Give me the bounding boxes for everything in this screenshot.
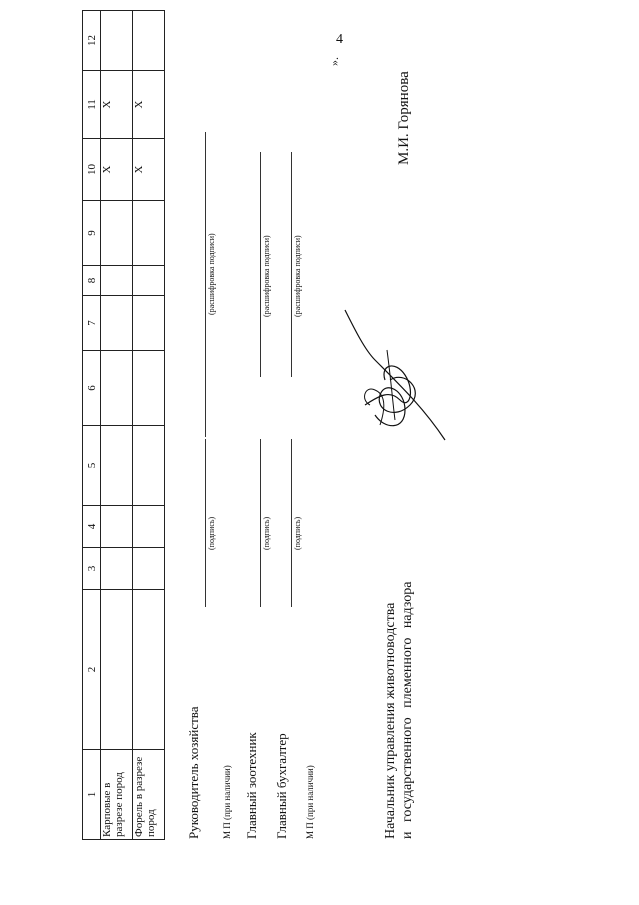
head-label: Руководитель хозяйства <box>186 706 201 839</box>
head-sign-line <box>205 439 206 607</box>
table-cell <box>101 296 133 351</box>
handwritten-signature <box>335 300 455 450</box>
table-cell <box>101 201 133 266</box>
accountant-sign-line <box>291 439 292 607</box>
table-cell <box>133 201 165 266</box>
accountant-label: Главный бухгалтер <box>274 733 289 839</box>
data-table <box>82 10 165 840</box>
footer-line-1: Начальник управления животноводства <box>383 602 398 839</box>
footer-name: М.И. Горянова <box>396 71 412 165</box>
head-decode-hint: (расшифровка подписи) <box>207 233 216 315</box>
table-cell <box>133 296 165 351</box>
footer-line-2: и государственного племенного надзора <box>400 581 415 839</box>
zootech-sign-hint: (подпись) <box>262 516 271 550</box>
header-cell: 12 <box>83 11 101 71</box>
header-cell: 2 <box>83 590 101 750</box>
accountant-decode-hint: (расшифровка подписи) <box>293 235 302 317</box>
table-cell: X <box>133 139 165 201</box>
zootech-decode-hint: (расшифровка подписи) <box>262 235 271 317</box>
header-cell: 3 <box>83 548 101 590</box>
table-cell <box>133 590 165 750</box>
table-cell <box>133 506 165 548</box>
table-cell <box>133 426 165 506</box>
header-cell: 6 <box>83 351 101 426</box>
table-cell: X <box>101 139 133 201</box>
header-cell: 1 <box>83 750 101 840</box>
row-name-cell: Форель в разрезе пород <box>133 750 165 840</box>
table-cell: X <box>101 71 133 139</box>
head-decode-line <box>205 132 206 437</box>
table-cell <box>101 506 133 548</box>
header-cell: 11 <box>83 71 101 139</box>
header-cell: 10 <box>83 139 101 201</box>
table-row <box>101 11 133 840</box>
table-header-row <box>83 11 101 840</box>
table-cell <box>101 426 133 506</box>
header-cell: 9 <box>83 201 101 266</box>
zootech-decode-line <box>260 152 261 377</box>
head-sign-hint: (подпись) <box>207 516 216 550</box>
table-cell <box>101 590 133 750</box>
table-cell <box>101 266 133 296</box>
table-cell <box>133 351 165 426</box>
mp-label-1: М П (при наличии) <box>222 765 232 839</box>
accountant-decode-line <box>291 152 292 377</box>
page-number: 4 <box>336 32 343 47</box>
mp-label-2: М П (при наличии) <box>305 765 315 839</box>
table-cell <box>133 11 165 71</box>
header-cell: 7 <box>83 296 101 351</box>
table-cell <box>101 351 133 426</box>
table-cell <box>101 548 133 590</box>
accountant-sign-hint: (подпись) <box>293 516 302 550</box>
closing-quote: ». <box>327 57 341 66</box>
zootech-sign-line <box>260 439 261 607</box>
table-row <box>133 11 165 840</box>
table-cell: X <box>133 71 165 139</box>
table-cell <box>133 548 165 590</box>
row-name-cell: Карповые в разрезе пород <box>101 750 133 840</box>
header-cell: 5 <box>83 426 101 506</box>
table-cell <box>133 266 165 296</box>
header-cell: 4 <box>83 506 101 548</box>
header-cell: 8 <box>83 266 101 296</box>
table-cell <box>101 11 133 71</box>
zootech-label: Главный зоотехник <box>244 732 259 839</box>
